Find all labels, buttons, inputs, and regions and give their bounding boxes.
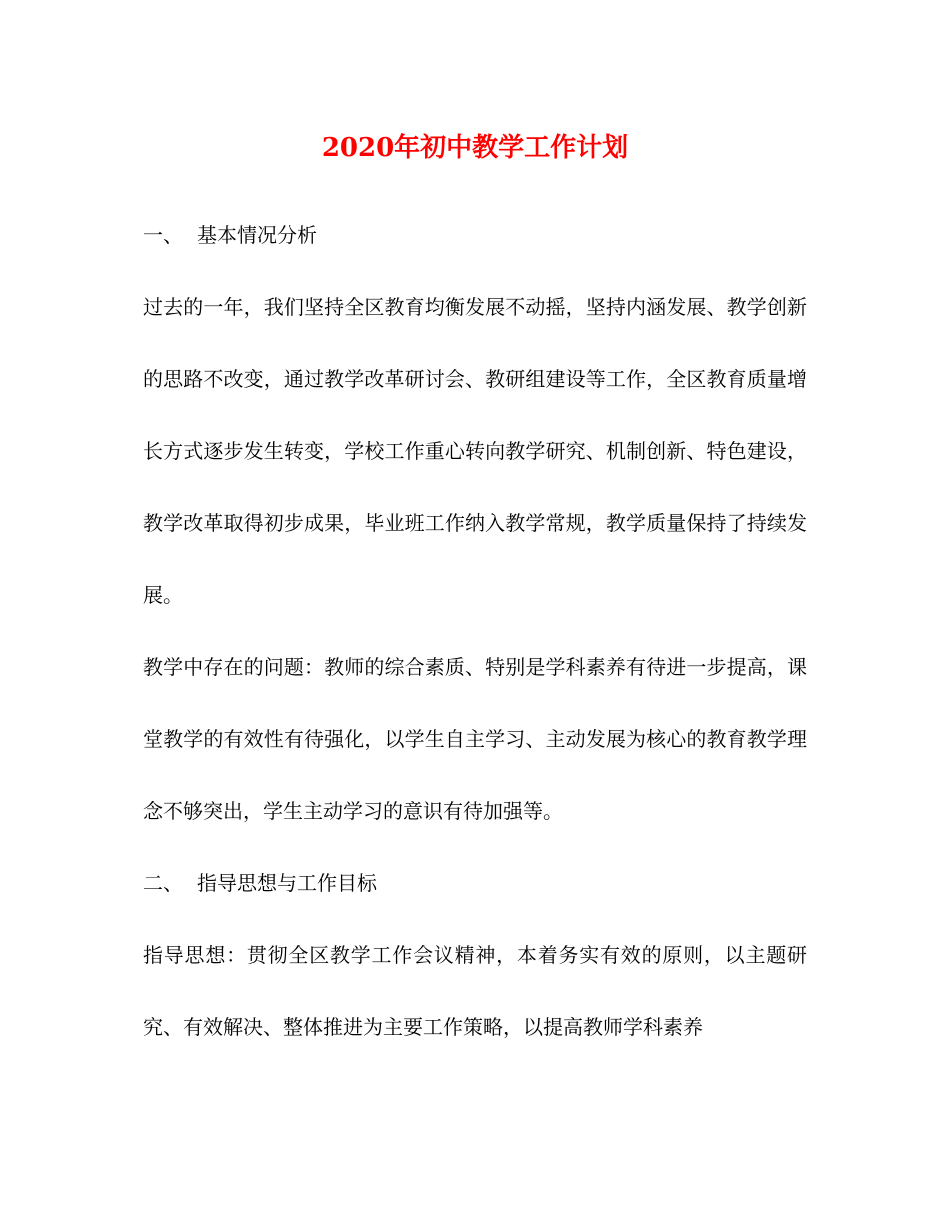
document-title: 2020年初中教学工作计划 [321, 133, 629, 163]
section-number: 一、 [143, 223, 183, 247]
section-heading-text: 指导思想与工作目标 [197, 871, 377, 895]
paragraph-background: 过去的一年，我们坚持全区教育均衡发展不动摇，坚持内涵发展、教学创新的思路不改变，通过教学改革研讨会、教研组建设等工作，全区教育质量增长方式逐步发生转变，学校工作重心转向教学研究、机制创新、特色建设，教学改革取得初步成果，毕业班工作纳入教学常规，教学质量保持了持续发展。 [143, 295, 807, 607]
paragraph-problems: 教学中存在的问题：教师的综合素质、特别是学科素养有待进一步提高，课堂教学的有效性有待强化，以学生自主学习、主动发展为核心的教育教学理念不够突出，学生主动学习的意识有待加强等。 [143, 655, 807, 823]
section-heading-2 [143, 863, 807, 903]
section-heading-1 [143, 215, 807, 255]
section-number: 二、 [143, 871, 183, 895]
section-heading-text: 基本情况分析 [197, 223, 317, 247]
document-body [143, 215, 807, 1063]
paragraph-guiding-thought: 指导思想：贯彻全区教学工作会议精神，本着务实有效的原则，以主题研究、有效解决、整体推进为主要工作策略，以提高教师学科素养 [143, 943, 807, 1039]
